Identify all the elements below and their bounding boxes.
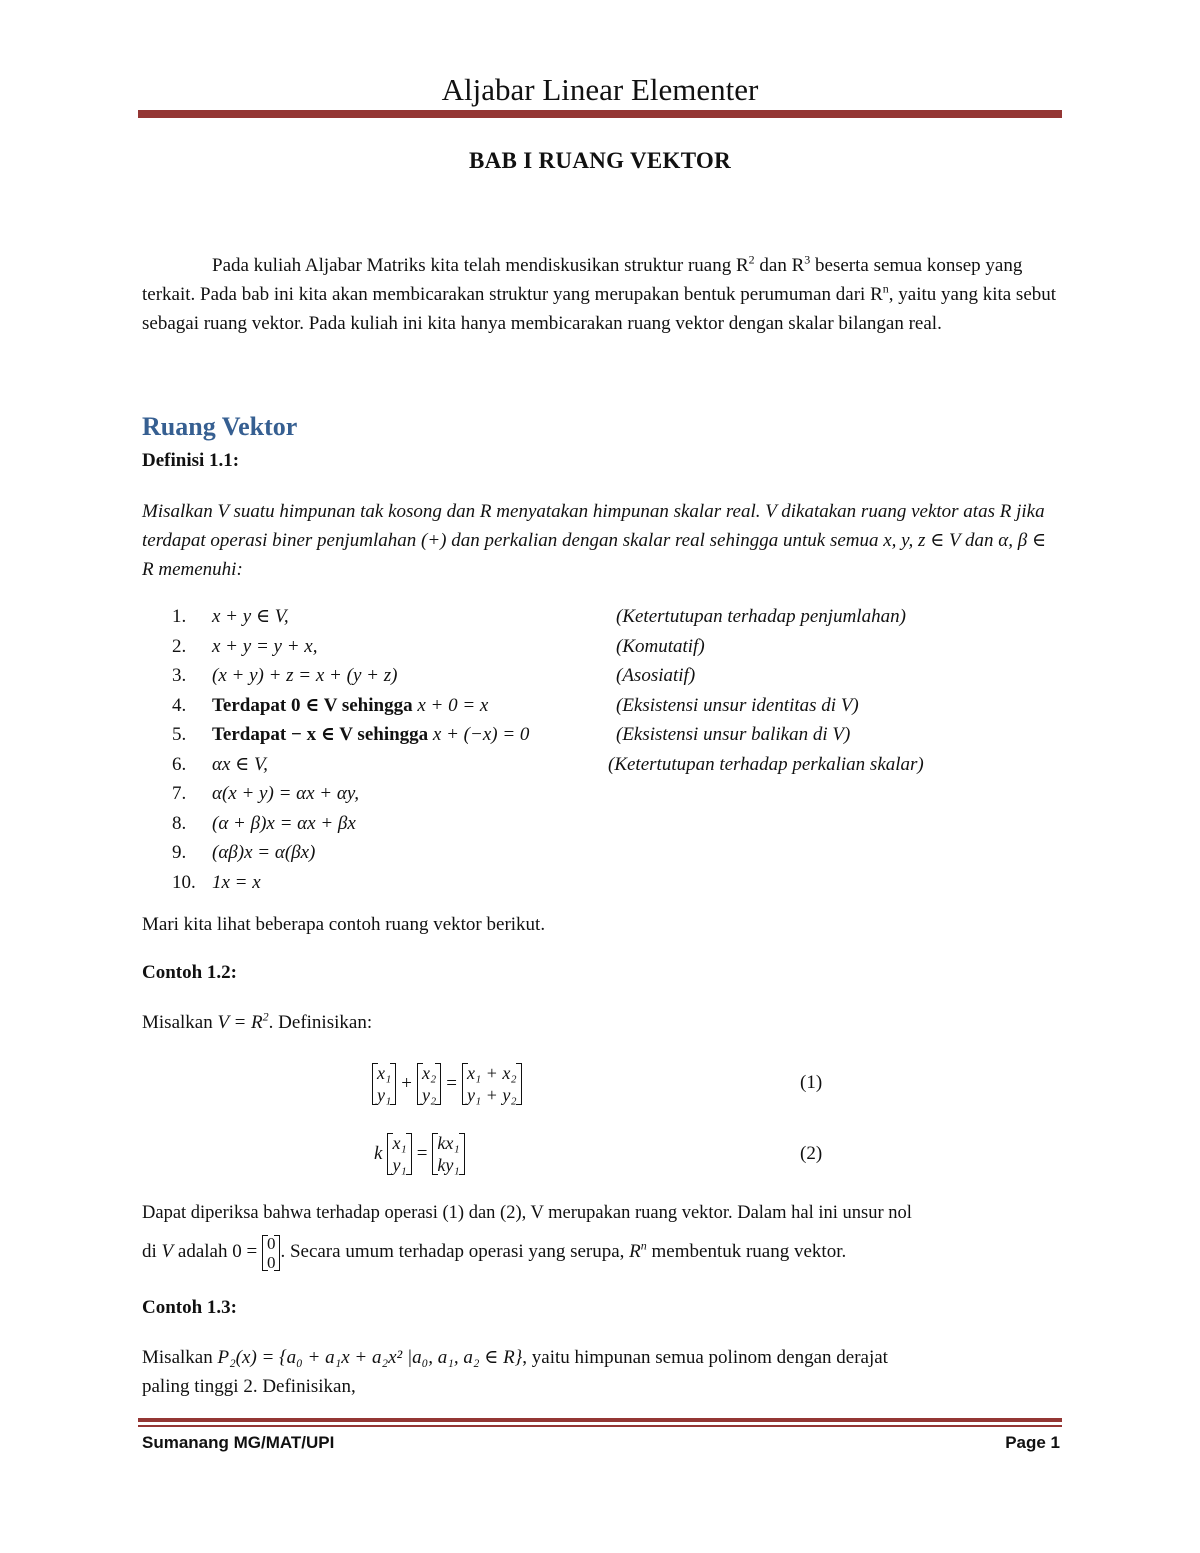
equation-2-number: (2): [800, 1143, 823, 1164]
set-exponent: 2: [262, 1009, 269, 1024]
equals-operator: =: [416, 1143, 428, 1164]
text: adalah 0 =: [173, 1241, 262, 1262]
example-1-2-intro: [142, 1009, 373, 1034]
axiom-expression: (α + β)x = αx + βx: [212, 812, 356, 834]
axiom-expression: x + (−x) = 0: [432, 724, 530, 745]
intro-paragraph: [142, 251, 1057, 338]
axiom-property-name: (Ketertutupan terhadap penjumlahan): [616, 606, 906, 627]
axiom-item: [172, 779, 359, 808]
intro-text-2: dan R: [754, 255, 805, 276]
text: , yaitu himpunan semua polinom dengan derajat: [522, 1347, 888, 1368]
equation-1-number: (1): [800, 1072, 823, 1093]
equals-operator: =: [446, 1073, 457, 1094]
axiom-expression: 1x = x: [212, 871, 261, 893]
axiom-item: [172, 720, 529, 749]
plus-operator: +: [401, 1073, 412, 1094]
axiom-property-name: (Asosiatif): [616, 665, 696, 686]
axiom-item: [172, 661, 397, 690]
intro-text-3: beserta semua konsep yang terkait. Pada bab ini kita akan membicarakan struktur yang merupakan bentuk perumuman dari R: [142, 255, 1023, 305]
axiom-item: [172, 691, 488, 720]
axiom-number: 10.: [172, 871, 196, 893]
footer-rule-thin: [138, 1425, 1062, 1427]
intro-sup-3: n: [882, 281, 889, 296]
intro-sup-1: 2: [748, 252, 755, 267]
axiom-item: [172, 632, 317, 661]
axiom-number: 3.: [172, 665, 187, 686]
matrix-x1-y1: [387, 1132, 411, 1176]
equation-1: [372, 1062, 522, 1106]
matrix-entry: 0: [266, 1252, 276, 1272]
v-symbol: V: [161, 1241, 174, 1262]
axiom-number: 9.: [172, 842, 187, 863]
footer-author: Sumanang MG/MAT/UPI: [142, 1433, 335, 1452]
example-1-3-line-1: [142, 1346, 888, 1369]
intro-text-4: , yaitu yang kita sebut sebagai ruang vektor. Pada kuliah ini kita hanya membicarakan ruang vektor dengan skalar bilangan real.: [142, 284, 1057, 334]
chapter-title: BAB I RUANG VEKTOR: [468, 148, 732, 173]
define-text: . Definisikan:: [268, 1012, 373, 1033]
axiom-property-name: (Ketertutupan terhadap perkalian skalar): [608, 753, 924, 775]
axiom-property-name: (Eksistensi unsur identitas di V): [616, 694, 859, 716]
rn-exponent: n: [640, 1238, 647, 1253]
misalkan-text: Misalkan: [142, 1012, 218, 1033]
definition-label: Definisi 1.1:: [142, 450, 240, 471]
matrix-entry: x₁: [392, 1133, 407, 1153]
axiom-number: 4.: [172, 694, 187, 716]
axiom-item: [172, 809, 356, 838]
running-header-title: Aljabar Linear Elementer: [441, 72, 759, 107]
axiom-item: [172, 602, 289, 631]
axiom-expression: α(x + y) = αx + αy,: [212, 783, 359, 804]
axiom-item: [172, 868, 261, 897]
matrix-entry: y₁: [392, 1155, 407, 1175]
intro-sup-2: 3: [804, 252, 811, 267]
example-1-2-conclusion-line-1: Dapat diperiksa bahwa terhadap operasi (1) dan (2), V merupakan ruang vektor. Dalam hal ini unsur nol: [142, 1203, 912, 1223]
axiom-number: 7.: [172, 783, 187, 804]
matrix-entry: y₁: [377, 1085, 392, 1105]
scalar-k: k: [374, 1143, 383, 1164]
axiom-expression: αx ∈ V,: [212, 753, 268, 775]
equation-2: [374, 1132, 465, 1176]
axiom-expression: x + y = y + x,: [212, 635, 318, 657]
example-1-3-line-2: paling tinggi 2. Definisikan,: [142, 1376, 356, 1397]
axiom-expression: x + y ∈ V,: [212, 606, 289, 627]
matrix-entry: ky₁: [437, 1155, 460, 1175]
header-rule: [138, 110, 1062, 118]
definition-text: Misalkan V suatu himpunan tak kosong dan R menyatakan himpunan skalar real. V dikatakan ruang vektor atas R jika terdapat operasi biner penjumlahan (+) dan perkalian dengan skalar real sehingga untuk semua x, y, z ∈ V dan α, β ∈ R memenuhi:: [142, 501, 1047, 580]
matrix-scaled: [432, 1132, 464, 1176]
polynomial-set-expression: P₂(x) = {a₀ + a₁x + a₂x² |a₀, a₁, a₂ ∈ R}: [217, 1347, 523, 1368]
text: . Secara umum terhadap operasi yang serupa,: [280, 1241, 630, 1262]
axiom-prefix: Terdapat 0 ∈ V sehingga: [212, 694, 418, 716]
matrix-entry: y₂: [421, 1085, 437, 1105]
example-1-2-conclusion-line-2: [142, 1230, 846, 1274]
matrix-entry: x₂: [421, 1063, 437, 1083]
axiom-item: [172, 838, 315, 867]
zero-vector-matrix: [262, 1234, 281, 1272]
matrix-entry: kx₁: [437, 1133, 460, 1153]
axiom-number: 1.: [172, 606, 187, 627]
matrix-entry: y₁ + y₂: [466, 1085, 517, 1105]
section-heading: Ruang Vektor: [142, 412, 298, 441]
axiom-property-name: (Eksistensi unsur balikan di V): [616, 724, 851, 745]
matrix-entry: x₁ + x₂: [466, 1063, 517, 1083]
footer-page-number: Page 1: [1005, 1433, 1060, 1452]
axiom-expression: x + 0 = x: [417, 694, 489, 716]
intro-text-1: Pada kuliah Aljabar Matriks kita telah mendiskusikan struktur ruang R: [212, 255, 749, 276]
axiom-number: 8.: [172, 812, 187, 834]
matrix-entry: 0: [266, 1233, 276, 1253]
lead-sentence: Mari kita lihat beberapa contoh ruang vektor berikut.: [142, 914, 546, 935]
axiom-expression: (αβ)x = α(βx): [212, 842, 316, 863]
text: Misalkan: [142, 1347, 218, 1368]
matrix-x2-y2: [417, 1062, 441, 1106]
axiom-number: 6.: [172, 753, 187, 775]
rn-symbol: R: [629, 1241, 641, 1262]
axiom-number: 2.: [172, 635, 187, 657]
footer-rule-thick: [138, 1418, 1062, 1422]
example-1-2-label: Contoh 1.2:: [142, 962, 238, 983]
axiom-expression: (x + y) + z = x + (y + z): [212, 665, 398, 686]
text: membentuk ruang vektor.: [646, 1241, 847, 1262]
text: di: [142, 1241, 162, 1262]
matrix-entry: x₁: [377, 1063, 392, 1083]
axiom-property-name: (Komutatif): [616, 635, 705, 657]
axiom-item: [172, 750, 268, 779]
matrix-x1-y1: [372, 1062, 396, 1106]
matrix-sum: [462, 1062, 522, 1106]
example-1-3-label: Contoh 1.3:: [142, 1297, 238, 1318]
axiom-number: 5.: [172, 724, 187, 745]
axiom-prefix: Terdapat − x ∈ V sehingga: [212, 724, 433, 745]
set-expression: V = R: [217, 1012, 263, 1033]
